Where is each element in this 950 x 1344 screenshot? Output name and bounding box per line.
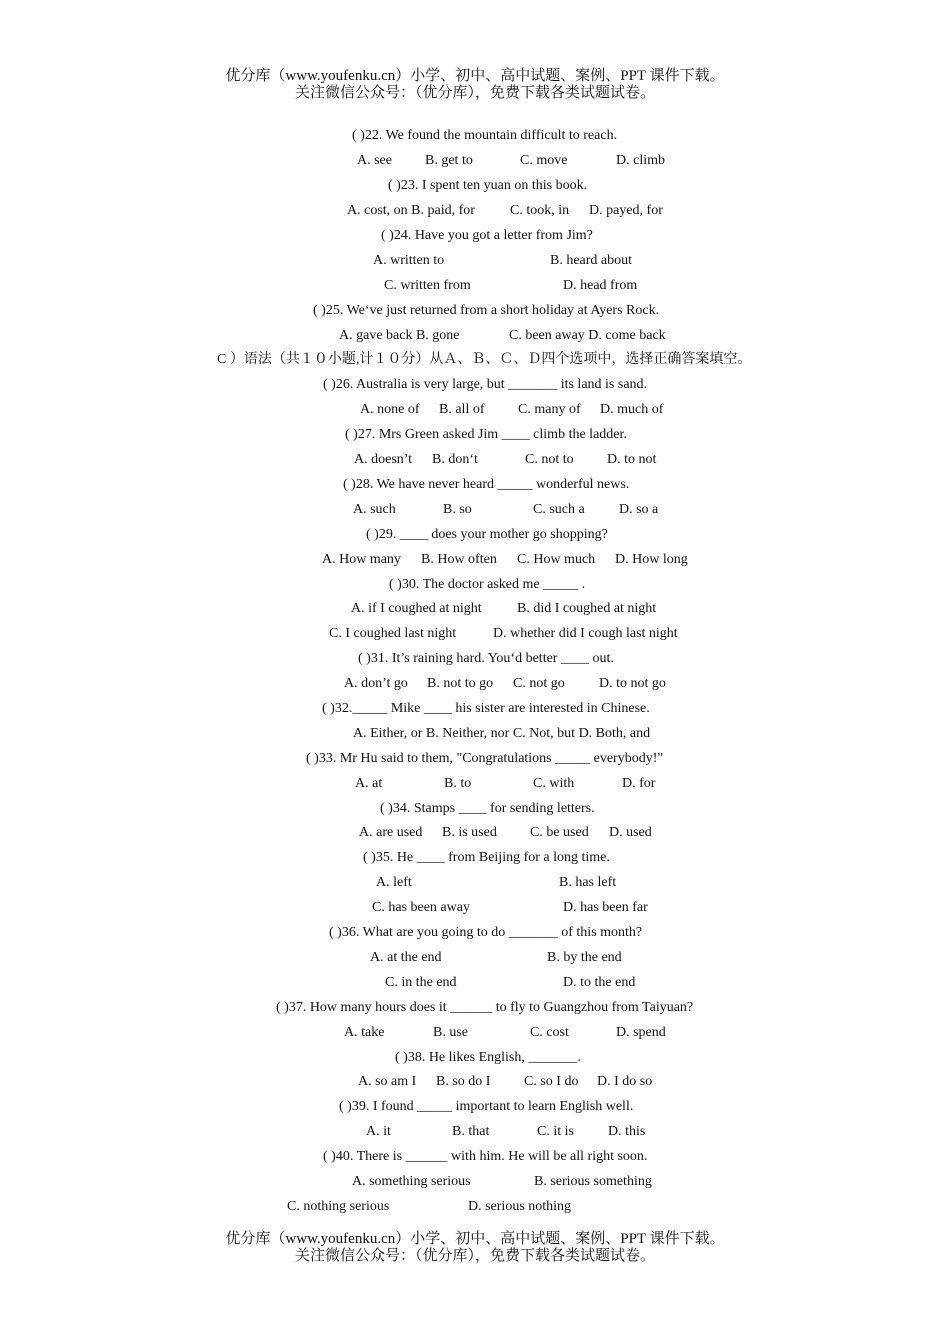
option-text: B. don‘t <box>432 452 478 467</box>
option-text: C. I coughed last night <box>329 626 457 641</box>
option-text: B. did I coughed at night <box>517 601 657 616</box>
option-text: C. been away D. come back <box>509 328 666 343</box>
option-text: A. at the end <box>370 950 442 965</box>
option-text: D. I do so <box>597 1074 653 1089</box>
option-text: C. be used <box>530 825 589 840</box>
question-stem: ( )22. We found the mountain difficult to reach. <box>352 128 618 143</box>
question-stem: ( )29. ____ does your mother go shopping? <box>366 527 608 542</box>
option-text: C. written from <box>384 278 471 293</box>
question-stem: ( )34. Stamps ____ for sending letters. <box>380 801 595 816</box>
option-text: B. so <box>443 502 472 517</box>
question-stem: ( )30. The doctor asked me _____ . <box>389 577 586 592</box>
question-stem: ( )40. There is ______ with him. He will be all right soon. <box>323 1149 648 1164</box>
option-text: A. How many <box>322 552 401 567</box>
option-text: B. not to go <box>427 676 494 691</box>
header-line-1: 优分库（www.youfenku.cn）小学、初中、高中试题、案例、PPT 课件下载。 <box>225 68 725 84</box>
option-text: D. much of <box>600 402 664 417</box>
option-text: B. use <box>433 1025 468 1040</box>
option-text: B. has left <box>559 875 617 890</box>
question-stem: ( )31. It’s raining hard. You‘d better ____ out. <box>358 651 614 666</box>
option-text: C. it is <box>537 1124 574 1139</box>
option-text: D. to not <box>607 452 657 467</box>
option-text: A. if I coughed at night <box>351 601 482 616</box>
option-text: B. get to <box>425 153 473 168</box>
option-text: D. this <box>608 1124 646 1139</box>
option-text: A. such <box>353 502 396 517</box>
question-stem: ( )33. Mr Hu said to them, "Congratulations _____ everybody!" <box>306 751 664 766</box>
option-text: C. many of <box>518 402 581 417</box>
footer-line-2: 关注微信公众号：（优分库），免费下载各类试题试卷。 <box>294 1248 655 1264</box>
option-text: C. such a <box>533 502 585 517</box>
question-stem: ( )32._____ Mike ____ his sister are interested in Chinese. <box>322 701 650 716</box>
header-line-2: 关注微信公众号：（优分库），免费下载各类试题试卷。 <box>294 85 655 101</box>
question-stem: ( )36. What are you going to do _______ of this month? <box>329 925 643 940</box>
page-footer <box>0 1231 950 1265</box>
option-text: B. is used <box>442 825 497 840</box>
option-text: D. climb <box>616 153 665 168</box>
option-text: B. How often <box>421 552 497 567</box>
option-text: A. see <box>357 153 392 168</box>
option-text: A. don’t go <box>344 676 408 691</box>
option-text: B. that <box>452 1124 490 1139</box>
option-text: B. by the end <box>547 950 622 965</box>
option-text: D. has been far <box>563 900 648 915</box>
question-stem: ( )39. I found _____ important to learn English well. <box>339 1099 634 1114</box>
question-stem: ( )23. I spent ten yuan on this book. <box>388 178 588 193</box>
option-text: A. at <box>355 776 383 791</box>
option-text: D. to not go <box>599 676 666 691</box>
option-text: C. in the end <box>385 975 457 990</box>
question-stem: ( )27. Mrs Green asked Jim ____ climb the ladder. <box>345 427 627 442</box>
footer-line-1: 优分库（www.youfenku.cn）小学、初中、高中试题、案例、PPT 课件下载。 <box>225 1231 725 1247</box>
page-header <box>0 68 950 102</box>
option-text: D. head from <box>563 278 638 293</box>
option-text: A. left <box>376 875 412 890</box>
option-text: C. so I do <box>524 1074 579 1089</box>
question-stem: ( )26. Australia is very large, but _______ its land is sand. <box>323 377 648 392</box>
option-text: B. heard about <box>550 253 633 268</box>
option-text: B. all of <box>439 402 485 417</box>
option-text: C. nothing serious <box>287 1199 390 1214</box>
question-stem: ( )28. We have never heard _____ wonderful news. <box>343 477 630 492</box>
option-text: A. doesn’t <box>354 452 413 467</box>
option-text: D. payed, for <box>589 203 663 218</box>
option-text: C. with <box>533 776 575 791</box>
option-text: A. written to <box>373 253 445 268</box>
option-text: D. spend <box>616 1025 666 1040</box>
option-text: C. cost <box>530 1025 569 1040</box>
option-text: A. Either, or B. Neither, nor C. Not, but D. Both, and <box>353 726 651 741</box>
question-stem: ( )37. How many hours does it ______ to fly to Guangzhou from Taiyuan? <box>276 1000 694 1015</box>
option-text: A. cost, on B. paid, for <box>347 203 475 218</box>
option-text: C. has been away <box>372 900 470 915</box>
question-stem: ( )38. He likes English, _______. <box>395 1050 581 1065</box>
option-text: A. so am I <box>358 1074 417 1089</box>
question-stem: ( )25. We‘ve just returned from a short holiday at Ayers Rock. <box>313 303 660 318</box>
option-text: C. took, in <box>510 203 570 218</box>
question-stem: ( )35. He ____ from Beijing for a long time. <box>363 850 610 865</box>
option-text: D. How long <box>615 552 688 567</box>
option-text: D. whether did I cough last night <box>493 626 678 641</box>
option-text: D. used <box>609 825 652 840</box>
option-text: D. to the end <box>563 975 636 990</box>
option-text: C. not go <box>513 676 565 691</box>
option-text: C. not to <box>525 452 574 467</box>
option-text: C. move <box>520 153 568 168</box>
option-text: D. serious nothing <box>468 1199 572 1214</box>
option-text: A. are used <box>359 825 423 840</box>
option-text: A. something serious <box>352 1174 471 1189</box>
option-text: A. take <box>344 1025 385 1040</box>
option-text: B. serious something <box>534 1174 652 1189</box>
section-heading: C ）语法（共１０小题,计１０分）从Ａ、Ｂ、Ｃ、Ｄ四个选项中，选择正确答案填空。 <box>217 352 752 367</box>
option-text: C. How much <box>517 552 596 567</box>
option-text: D. so a <box>619 502 659 517</box>
question-stem: ( )24. Have you got a letter from Jim? <box>381 228 593 243</box>
option-text: A. it <box>366 1124 391 1139</box>
option-text: B. to <box>444 776 472 791</box>
option-text: A. gave back B. gone <box>339 328 460 343</box>
option-text: A. none of <box>360 402 420 417</box>
option-text: B. so do I <box>436 1074 491 1089</box>
option-text: D. for <box>622 776 656 791</box>
